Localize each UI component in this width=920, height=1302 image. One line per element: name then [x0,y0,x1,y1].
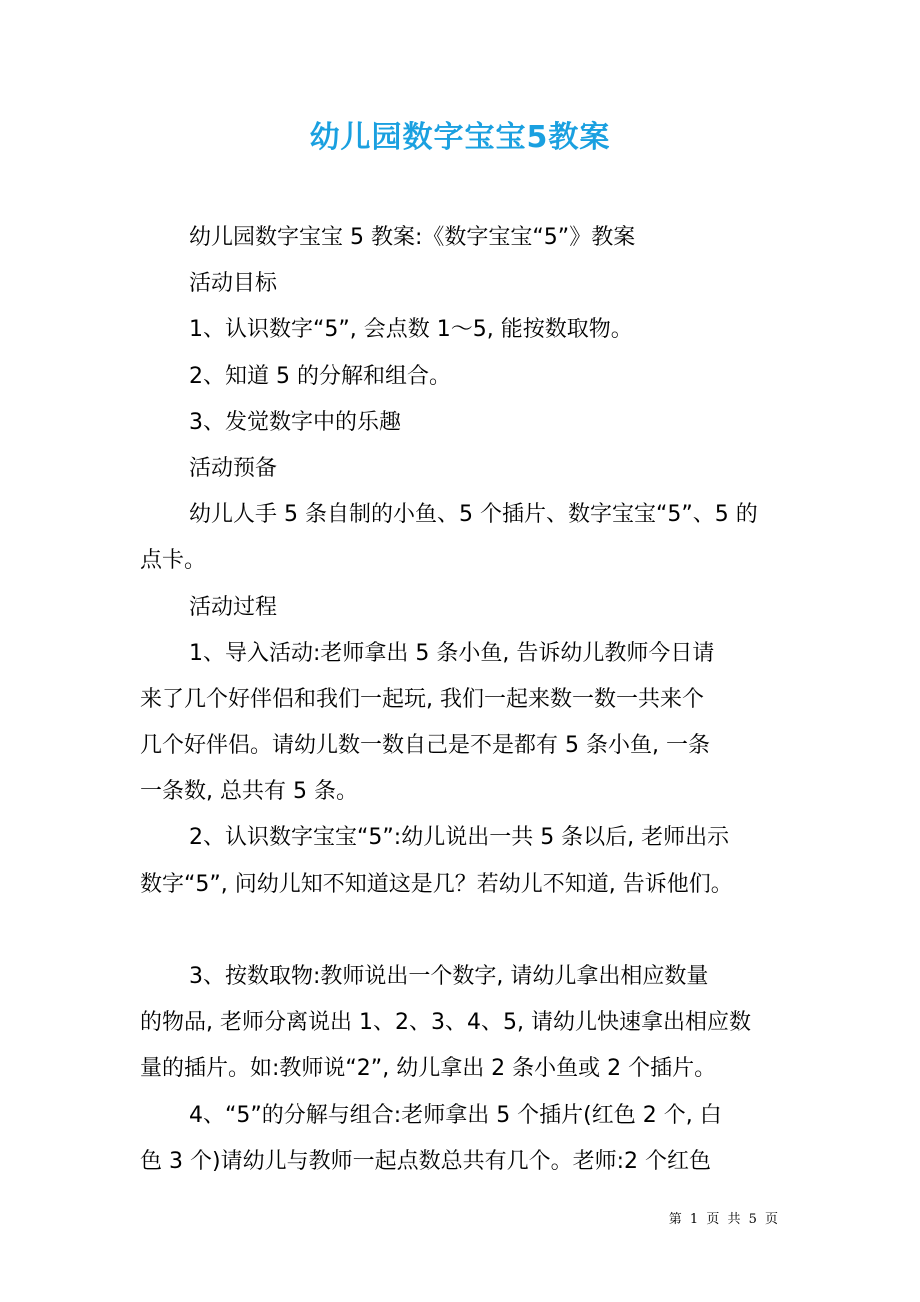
text-line: 来了几个好伴侣和我们一起玩, 我们一起来数一数一共来个 [140,686,704,712]
text-line: 量的插片。如:教师说“2”, 幼儿拿出 2 条小鱼或 2 个插片。 [140,1056,717,1082]
text-line: 2、认识数字宝宝“5”:幼儿说出一共 5 条以后, 老师出示 [189,825,730,851]
text-line: 活动预备 [189,455,278,481]
text-line: 活动过程 [189,594,278,620]
text-line: 数字“5”, 问幼儿知不知道这是几？若幼儿不知道, 告诉他们。 [140,871,733,897]
text-line: 4、“5”的分解与组合:老师拿出 5 个插片(红色 2 个, 白 [189,1102,722,1128]
text-line: 2、知道 5 的分解和组合。 [189,363,451,389]
page-number-footer: 第 1 页 共 5 页 [668,1212,780,1227]
document-body [140,222,800,1192]
text-line: 色 3 个)请幼儿与教师一起点数总共有几个。老师:2 个红色 [140,1148,711,1174]
text-line: 1、认识数字“5”, 会点数 1～5, 能按数取物。 [189,317,633,343]
text-line: 一条数, 总共有 5 条。 [140,779,358,805]
text-line: 3、发觉数字中的乐趣 [189,409,401,435]
text-line: 幼儿园数字宝宝 5 教案:《数字宝宝“5”》教案 [189,225,636,250]
document-title: 幼儿园数字宝宝5教案 [309,120,611,155]
text-line: 点卡。 [140,548,207,574]
text-line: 幼儿人手 5 条自制的小鱼、5 个插片、数字宝宝“5”、5 的 [189,502,758,528]
text-line: 几个好伴侣。请幼儿数一数自己是不是都有 5 条小鱼, 一条 [140,733,710,759]
text-line: 1、导入活动:老师拿出 5 条小鱼, 告诉幼儿教师今日请 [189,640,715,666]
text-line: 活动目标 [189,271,278,297]
blank-line [140,915,800,961]
text-line: 的物品, 老师分离说出 1、2、3、4、5, 请幼儿快速拿出相应数 [140,1010,751,1036]
text-line: 3、按数取物:教师说出一个数字, 请幼儿拿出相应数量 [189,964,709,989]
